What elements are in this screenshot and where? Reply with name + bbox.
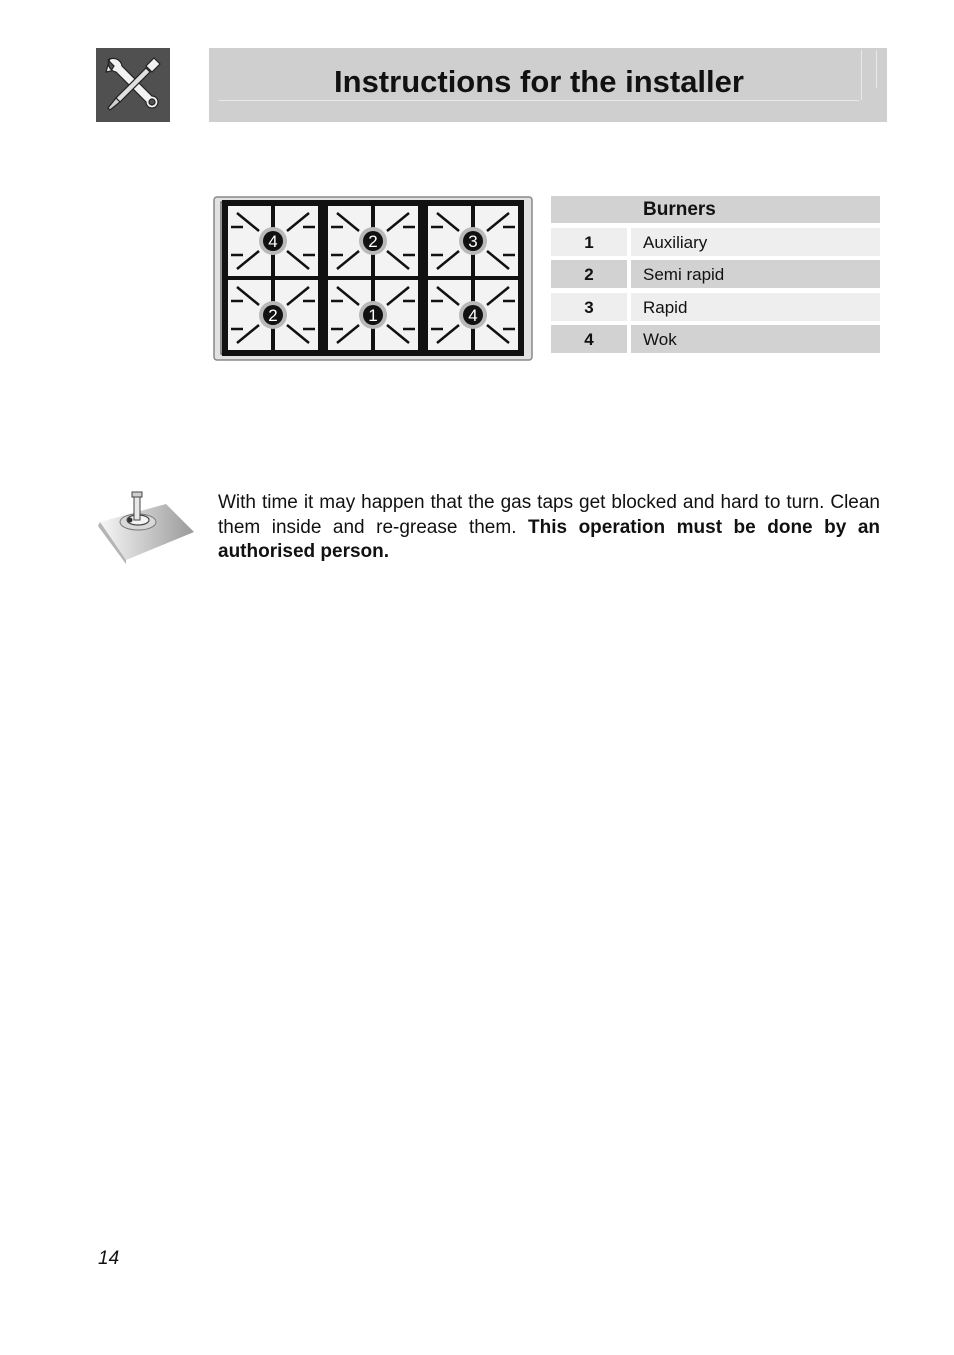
table-row	[551, 325, 880, 353]
burner-label: 2	[268, 306, 278, 325]
burner-label: 4	[468, 306, 478, 325]
burner-label: 1	[368, 306, 378, 325]
wrench-screwdriver-icon	[96, 48, 170, 122]
maintenance-note	[218, 491, 880, 565]
burner-number: 2	[551, 260, 627, 288]
burner-number: 3	[551, 293, 627, 321]
note-warning: This operation must be done by an authorised person.	[218, 516, 880, 562]
hob-illustration	[213, 196, 533, 361]
burner-type: Wok	[631, 325, 880, 353]
burner-number: 4	[551, 325, 627, 353]
burner-type: Rapid	[631, 293, 880, 321]
table-header	[551, 196, 880, 223]
header-divider	[876, 50, 877, 88]
burner-label: 2	[368, 232, 378, 251]
header-bar	[209, 48, 887, 122]
page-number: 14	[98, 1248, 120, 1269]
table-row	[551, 260, 880, 288]
burner-label: 3	[468, 232, 478, 251]
hob-diagram	[213, 196, 533, 361]
table-heading: Burners	[643, 199, 716, 220]
note-text: With time it may happen that the gas taps get blocked and hard to turn. Clean them inside and re-grease them.	[218, 492, 880, 538]
gas-tap-icon	[96, 488, 196, 564]
page-title: Instructions for the installer	[334, 64, 744, 99]
burner-number: 1	[551, 228, 627, 256]
burner-label: 4	[268, 232, 278, 251]
logo-box	[96, 48, 170, 122]
table-row	[551, 228, 880, 256]
burner-type: Auxiliary	[631, 228, 880, 256]
burner-type: Semi rapid	[631, 260, 880, 288]
header-line	[219, 100, 859, 101]
table-row	[551, 293, 880, 321]
